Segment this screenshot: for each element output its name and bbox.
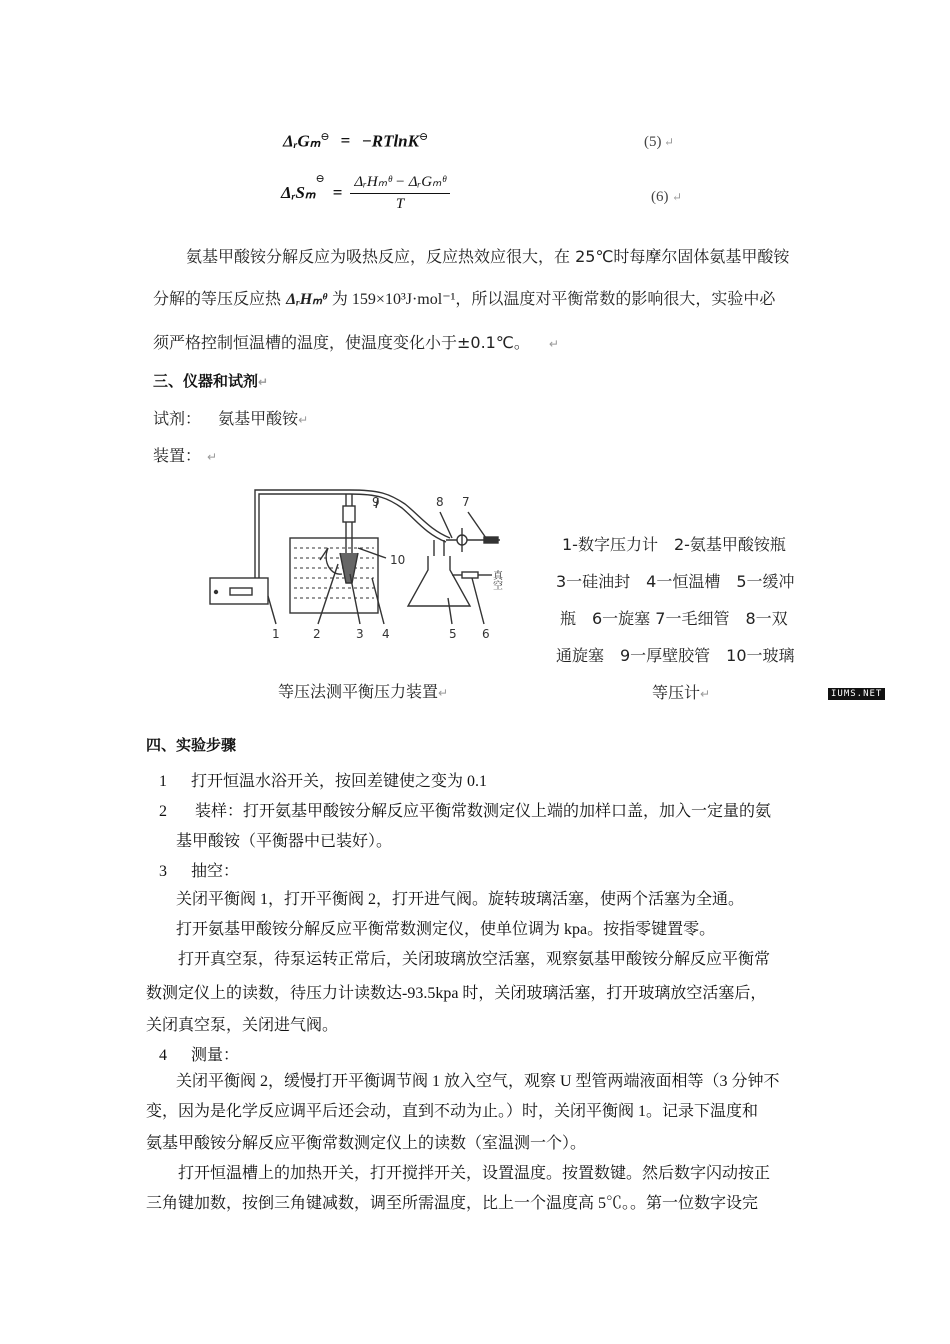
intro-line-3-text: 须严格控制恒温槽的温度，使温度变化小于±0.1℃。 [153,333,530,352]
gauge-tube [255,490,350,578]
eq6-fraction [350,172,449,213]
figure-caption-text: 等压法测平衡压力装置 [278,682,439,701]
intro-enthalpy-symbol: ΔᵣHₘᶿ [286,291,327,308]
section-3-return-mark: ↵ [258,375,269,389]
step-4-para-1-line-3: 氨基甲酸铵分解反应平衡常数测定仪上的读数（室温测一个）。 [146,1135,587,1152]
gauge-display [230,588,252,595]
vacuum-label: 真空 [490,570,502,590]
equation-5 [283,130,428,151]
eq5-equals: = [340,131,351,151]
eq6-numerator: ΔᵣHₘᶿ − ΔᵣGₘᶿ [350,172,449,194]
step-4 [159,1042,239,1065]
label-1: 1 [272,627,280,641]
reagent-return-mark: ↵ [298,413,309,427]
eq5-lhs-sup: ⊖ [320,130,330,143]
step-3-para-3-line-3: 关闭真空泵，关闭进气阀。 [146,1017,339,1034]
eq6-lhs: ΔᵣSₘ [281,182,316,202]
apparatus-diagram [200,478,520,648]
pressure-gauge [210,578,268,604]
label-9: 9 [372,495,380,509]
eq5-return-mark: ↵ [664,135,675,149]
intro-line-2 [153,286,775,309]
step-3-para-3-line-2: 数测定仪上的读数，待压力计读数达-93.5kpa 时，关闭玻璃活塞，打开玻璃放空活塞后， [146,985,767,1002]
intro-line-2-b: 为 159×10³J·mol⁻¹，所以温度对平衡常数的影响很大，实验中必 [331,291,776,308]
equation-6 [281,172,450,213]
section-3-title [153,370,268,391]
step-2-number: 2 [159,803,167,820]
eq6-lhs-sup: ⊖ [315,172,325,185]
label-7: 7 [462,495,470,509]
step-4-text: 测量： [191,1047,240,1064]
label-8: 8 [436,495,444,509]
sample-bulb [326,548,342,574]
watermark-logo: IUMS.NET [828,688,885,700]
buffer-flask [408,556,470,606]
legend-return-mark: ↵ [700,687,711,701]
apparatus-line [153,443,217,466]
eq6-number: (6) [651,189,669,205]
legend-line-5-text: 等压计 [652,683,701,702]
section-4-title: 四、实验步骤 [146,736,237,754]
step-1 [159,768,487,791]
legend-line-2: 3一硅油封 4一恒温槽 5一缓冲 [556,572,795,591]
rubber-tube [350,490,450,538]
step-2-continued: 基甲酸铵（平衡器中已装好）。 [176,833,393,850]
label-5: 5 [449,627,457,641]
figure-legend [556,526,795,713]
eq6-equals: = [332,182,343,202]
step-3-para-2: 打开氨基甲酸铵分解反应平衡常数测定仪，使单位调为 kpa。按指零键置零。 [176,921,716,938]
intro-line-2-a: 分解的等压反应热 [153,289,282,308]
step-1-text: 打开恒温水浴开关，按回差键使之变为 0.1 [191,773,488,790]
eq5-lhs: ΔᵣGₘ [283,131,321,151]
label-2: 2 [313,627,321,641]
label-3: 3 [356,627,364,641]
reagent-value: 氨基甲酸铵 [218,409,299,428]
intro-line-1: 氨基甲酸铵分解反应为吸热反应，反应热效应很大，在 25℃时每摩尔固体氨基甲酸铵 [186,247,790,266]
apparatus-return-mark: ↵ [207,450,218,464]
eq6-denominator: T [395,196,405,212]
eq5-rhs: −RTlnK [361,131,419,151]
intro-line-3 [153,330,559,353]
intro-return-mark: ↵ [548,337,559,351]
eq5-number: (5) [644,134,662,150]
apparatus-label: 装置： [153,446,202,465]
legend-line-4: 通旋塞 9一厚壁胶管 10一玻璃 [556,646,795,665]
step-4-para-1-line-1: 关闭平衡阀 2，缓慢打开平衡调节阀 1 放入空气，观察 U 型管两端液面相等（3 分钟不 [176,1073,780,1090]
step-3-text: 抽空： [191,863,240,880]
stopcock [462,572,478,578]
step-2-text: 装样：打开氨基甲酸铵分解反应平衡常数测定仪上端的加样口盖，加入一定量的氨 [195,803,772,820]
section-3-title-text: 三、仪器和试剂 [153,372,259,390]
step-1-number: 1 [159,773,167,790]
step-3-number: 3 [159,863,167,880]
caption-return-mark: ↵ [438,686,449,700]
legend-line-1: 1-数字压力计 2-氨基甲酸铵瓶 [562,535,786,554]
label-6: 6 [482,627,490,641]
step-3-para-1: 关闭平衡阀 1，打开平衡阀 2，打开进气阀。旋转玻璃活塞，使两个活塞为全通。 [176,891,745,908]
step-4-number: 4 [159,1047,167,1064]
step-4-para-2-line-2: 三角键加数，按倒三角键减数，调至所需温度，比上一个温度高 5℃。。第一位数字设完 [146,1195,759,1212]
legend-line-3: 瓶 6一旋塞 7一毛细管 8一双 [560,609,788,628]
reagent-label: 试剂： [153,409,202,428]
legend-line-5 [556,674,795,713]
step-4-para-1-line-2: 变，因为是化学反应调平后还会动，直到不动为止。）时，关闭平衡阀 1。记录下温度和 [146,1103,759,1120]
label-4: 4 [382,627,390,641]
step-4-para-2-line-1: 打开恒温槽上的加热开关，打开搅拌开关，设置温度。按置数键。然后数字闪动按正 [178,1165,771,1182]
eq5-rhs-sup: ⊖ [418,130,429,143]
label-10: 10 [390,553,406,567]
reagent-line [153,406,308,429]
eq6-return-mark: ↵ [672,190,683,204]
figure-caption [278,679,448,702]
step-3 [159,858,239,881]
step-3-para-3-line-1: 打开真空泵，待泵运转正常后，关闭玻璃放空活塞，观察氨基甲酸铵分解反应平衡常 [178,951,771,968]
step-2 [159,798,771,821]
